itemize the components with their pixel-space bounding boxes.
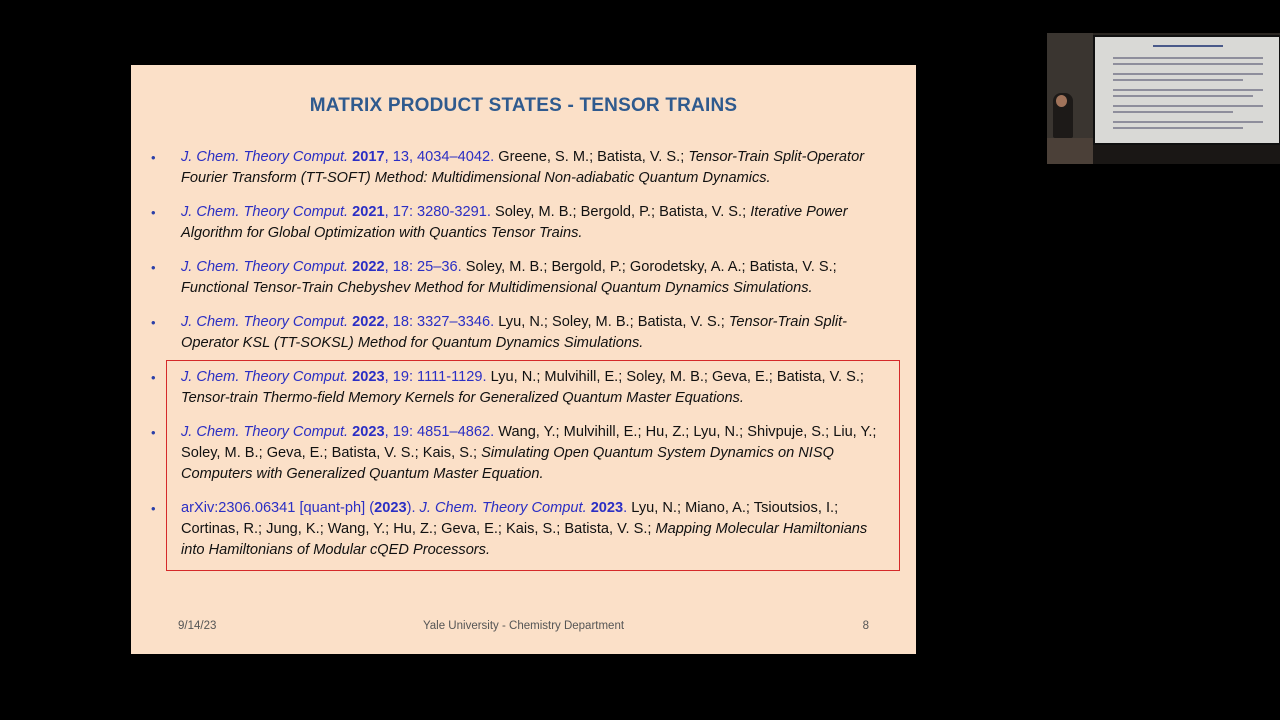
- reference-item: [149, 202, 894, 244]
- journal-name: J. Chem. Theory Comput.: [181, 149, 349, 165]
- publication-year: 2023: [352, 424, 385, 440]
- stage-floor: [1093, 145, 1280, 164]
- journal-name: J. Chem. Theory Comput.: [181, 314, 349, 330]
- podium: [1047, 138, 1093, 164]
- paper-title: Functional Tensor-Train Chebyshev Method for Multidimensional Quantum Dynamics Simulations.: [181, 280, 813, 296]
- arxiv-id: arXiv:2306.06341 [quant-ph] (: [181, 500, 375, 516]
- authors: Lyu, N.; Miano, A.; Tsioutsios, I.; Cortinas, R.; Jung, K.; Wang, Y.; Hu, Z.; Geva, E.; Kais, S.; Batista, V. S.;: [181, 500, 839, 537]
- volume-pages: , 18: 3327–3346.: [384, 314, 495, 330]
- reference-list: [149, 147, 894, 561]
- reference-item: [149, 257, 894, 299]
- publication-year: 2023: [586, 500, 624, 516]
- paper-title: Mapping Molecular Hamiltonians into Hamiltonians of Modular cQED Processors.: [181, 521, 868, 558]
- bullet-icon: •: [151, 260, 156, 275]
- publication-year: 2022: [352, 259, 385, 275]
- publication-year: 2021: [352, 204, 385, 220]
- bullet-icon: •: [151, 501, 156, 516]
- arxiv-close: ).: [406, 500, 416, 516]
- speaker-video-thumbnail: [1047, 33, 1280, 164]
- reference-item: [149, 367, 894, 409]
- bullet-icon: •: [151, 315, 156, 330]
- journal-name: J. Chem. Theory Comput.: [181, 259, 349, 275]
- paper-title: Simulating Open Quantum System Dynamics on NISQ Computers with Generalized Quantum Master Equation.: [181, 445, 834, 482]
- projected-slide-preview: [1093, 35, 1280, 145]
- paper-title: Tensor-Train Split-Operator KSL (TT-SOKSL) Method for Quantum Dynamics Simulations.: [181, 314, 848, 351]
- bullet-icon: •: [151, 425, 156, 440]
- publication-year: 2022: [352, 314, 385, 330]
- speaker-head: [1056, 95, 1067, 107]
- volume-pages: , 19: 4851–4862.: [384, 424, 495, 440]
- paper-title: Tensor-Train Split-Operator Fourier Transform (TT-SOFT) Method: Multidimensional Non-adiabatic Quantum Dynamics.: [181, 149, 865, 186]
- authors: Lyu, N.; Mulvihill, E.; Soley, M. B.; Geva, E.; Batista, V. S.;: [486, 369, 864, 385]
- authors: Soley, M. B.; Bergold, P.; Gorodetsky, A. A.; Batista, V. S.;: [461, 259, 837, 275]
- footer-page-number: 8: [862, 620, 869, 632]
- journal-name: J. Chem. Theory Comput.: [415, 500, 587, 516]
- footer-date: 9/14/23: [178, 620, 217, 632]
- bullet-icon: •: [151, 205, 156, 220]
- reference-item: [149, 498, 894, 561]
- volume-pages: , 17: 3280-3291.: [384, 204, 491, 220]
- footer-institution: Yale University - Chemistry Department: [422, 620, 625, 632]
- volume-pages: , 18: 25–36.: [384, 259, 462, 275]
- publication-year: 2017: [352, 149, 385, 165]
- presentation-slide: [131, 65, 916, 654]
- publication-year: 2023: [352, 369, 385, 385]
- arxiv-year: 2023: [374, 500, 407, 516]
- paper-title: Iterative Power Algorithm for Global Optimization with Quantics Tensor Trains.: [181, 204, 848, 241]
- authors: Soley, M. B.; Bergold, P.; Batista, V. S.;: [490, 204, 751, 220]
- bullet-icon: •: [151, 150, 156, 165]
- authors: Lyu, N.; Soley, M. B.; Batista, V. S.;: [494, 314, 729, 330]
- slide-title: MATRIX PRODUCT STATES - TENSOR TRAINS: [309, 95, 738, 116]
- volume-pages: , 19: 1111-1129.: [384, 369, 487, 385]
- period: .: [623, 500, 628, 516]
- journal-name: J. Chem. Theory Comput.: [181, 369, 349, 385]
- authors: Greene, S. M.; Batista, V. S.;: [494, 149, 689, 165]
- journal-name: J. Chem. Theory Comput.: [181, 204, 349, 220]
- authors: Wang, Y.; Mulvihill, E.; Hu, Z.; Lyu, N.; Shivpuje, S.; Liu, Y.; Soley, M. B.; Geva, E.; Batista, V. S.; Kais, S.;: [181, 424, 877, 461]
- reference-item: [149, 422, 894, 485]
- reference-item: [149, 147, 894, 189]
- volume-pages: , 13, 4034–4042.: [384, 149, 495, 165]
- reference-item: [149, 312, 894, 354]
- bullet-icon: •: [151, 370, 156, 385]
- paper-title: Tensor-train Thermo-field Memory Kernels for Generalized Quantum Master Equations.: [181, 390, 744, 406]
- journal-name: J. Chem. Theory Comput.: [181, 424, 349, 440]
